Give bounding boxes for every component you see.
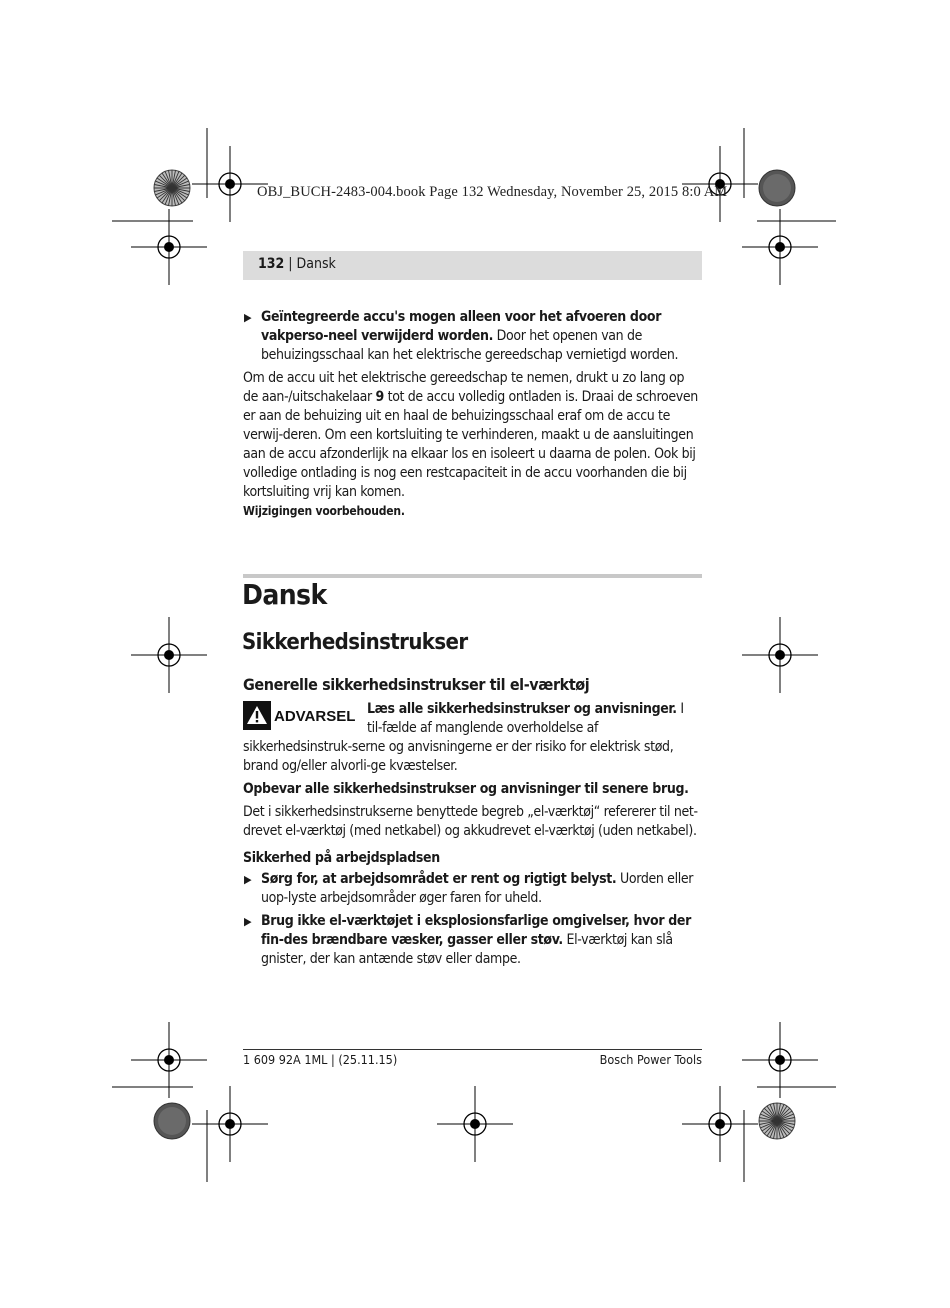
dutch-section [243,308,702,521]
body-paragraph [243,369,702,502]
page-header [243,251,702,280]
bullet-triangle-icon: ▶ [244,311,252,324]
section-subtitle: Sikkerhedsinstrukser [242,630,468,655]
page-number: 132 [258,256,285,272]
workplace-heading: Sikkerhed på arbejdspladsen [243,850,440,866]
definition-paragraph: Det i sikkerhedsinstrukserne benyttede begreb „el-værktøj“ refererer til net-drevet el-værktøj (med netkabel) og akkudrevet el-værktøj (uden netkabel). [243,804,698,839]
bullet-bold-text: Sørg for, at arbejdsområdet er rent og rigtigt belyst. [261,871,617,887]
bullet-item [243,912,702,969]
bullet-item [243,308,702,365]
footer-brand: Bosch Power Tools [599,1052,702,1067]
footer-rule [243,1049,702,1050]
warning-icon [243,701,271,730]
changes-note: Wijzigingen voorbehouden. [243,504,405,518]
bullet-text: Door het openen van de behuizingsschaal kan het elektrische gereedschap vernietigd worden. [261,328,679,363]
paragraph-text-cont: tot de accu volledig ontladen is. Draai de schroeven er aan de behuizing uit en haal de behuizingsschaal eraf om de accu te verwij-deren. Om een kortsluiting te verhinderen, maakt u de aansluitingen aan de accu afzonderlijk na elkaar los en isoleert u daarna de polen. Ook bij volledige ontlading is nog een restcapaciteit in de accu voorhanden die bij kortsluiting vrij kan komen. [243,389,698,500]
header-language: Dansk [296,256,336,272]
bullet-text: El-værktøj kan slå gnister, der kan antænde støv eller dampe. [261,932,673,967]
footer-doc-number: 1 609 92A 1ML | (25.11.15) [243,1052,398,1067]
warning-text: I til-fælde af manglende overholdelse af sikkerhedsinstruk-serne og anvisningerne er der risiko for elektrisk stød, brand og/eller alvorli-ge kvæstelser. [243,701,684,774]
bullet-triangle-icon: ▶ [244,873,252,886]
warning-badge [243,701,357,730]
bullet-bold-text: Geïntegreerde accu's mogen alleen voor het afvoeren door vakperso-neel verwijderd worden. [261,309,662,344]
bullet-item [243,870,702,908]
paragraph-text: Om de accu uit het elektrische gereedschap te nemen, drukt u zo lang op de aan-/uitschakelaar [243,370,685,405]
print-header: OBJ_BUCH-2483-004.book Page 132 Wednesday, November 25, 2015 8:0 AM [257,184,728,200]
paragraph-bold: 9 [375,389,384,405]
bullet-triangle-icon: ▶ [244,915,252,928]
header-separator: | [284,256,297,272]
section-heading: Generelle sikkerhedsinstrukser til el-værktøj [243,675,590,694]
warning-bold: Læs alle sikkerhedsinstrukser og anvisninger. [367,701,677,717]
bullet-bold-text: Brug ikke el-værktøjet i eksplosionsfarlige omgivelser, hvor der fin-des brændbare væsker, gasser eller støv. [261,913,691,948]
section-title: Dansk [242,578,327,611]
danish-body [243,700,702,973]
bullet-text: Uorden eller uop-lyste arbejdsområder øger faren for uheld. [261,871,694,906]
warning-label: ADVARSEL [274,708,356,725]
keep-instructions: Opbevar alle sikkerhedsinstrukser og anvisninger til senere brug. [243,781,689,797]
